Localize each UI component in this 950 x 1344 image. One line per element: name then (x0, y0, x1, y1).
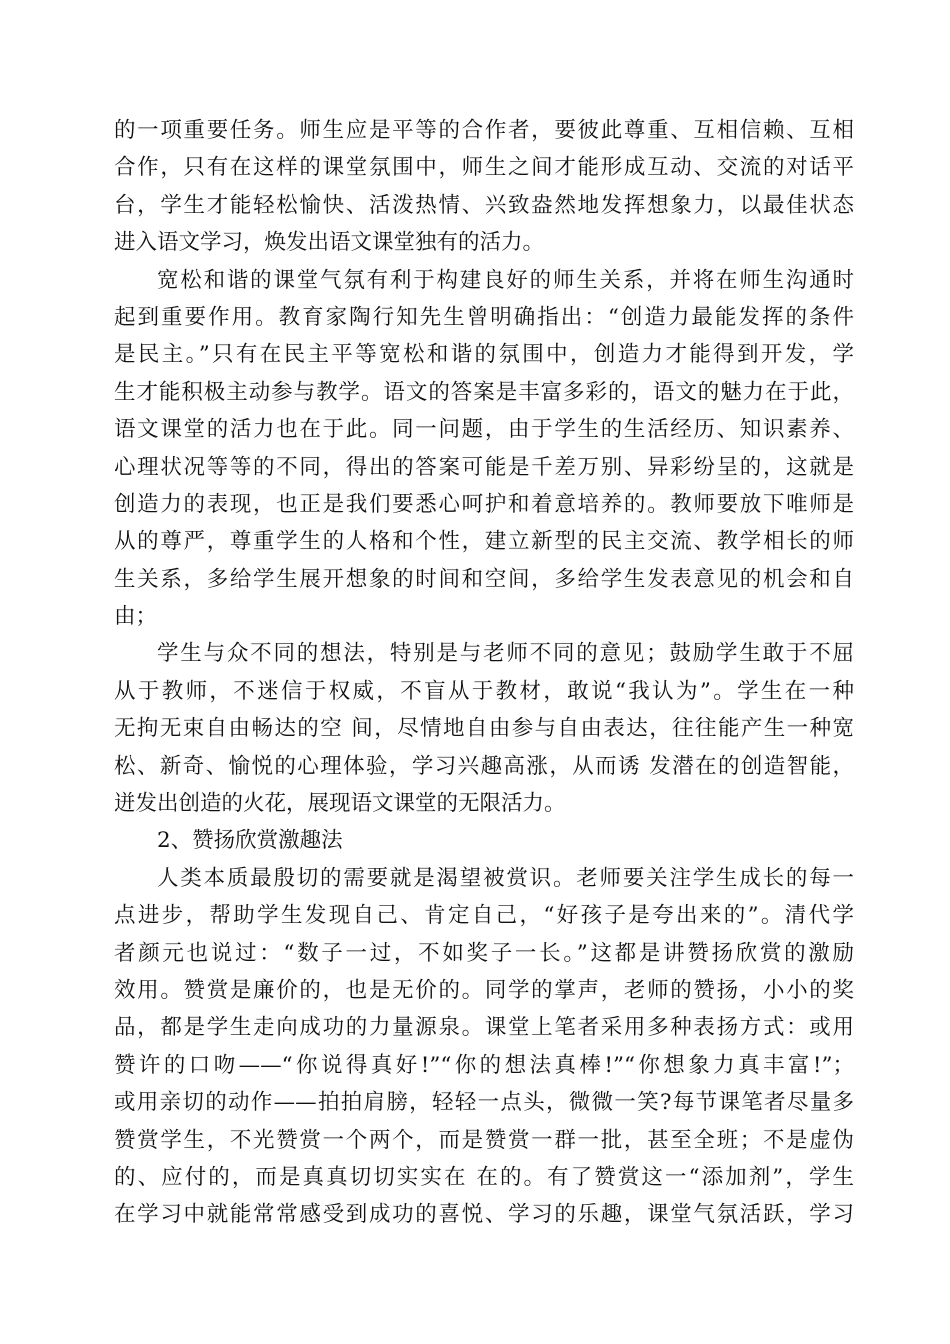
document-page (114, 112, 854, 1234)
text-line: 创造力的表现，也正是我们要悉心呵护和着意培养的。教师要放下唯师是 (114, 491, 854, 517)
paragraph-classroom-atmosphere (114, 262, 854, 636)
text-line: 进入语文学习，焕发出语文课堂独有的活力。 (114, 230, 545, 256)
section-heading (114, 822, 854, 859)
text-line: 生才能积极主动参与教学。语文的答案是丰富多彩的，语文的魅力在于此， (114, 379, 854, 405)
text-line: 品，都是学生走向成功的力量源泉。课堂上笔者采用多种表扬方式：或用 (114, 1015, 854, 1041)
text-line: 赞许的口吻——“你说得真好!”“你的想法真棒!”“你想象力真丰富!”； (114, 1052, 854, 1078)
paragraph-student-ideas (114, 635, 854, 822)
text-line: 在学习中就能常常感受到成功的喜悦、学习的乐趣，课堂气氛活跃，学习 (114, 1202, 854, 1228)
text-line: 是民主。”只有在民主平等宽松和谐的氛围中，创造力才能得到开发，学 (114, 342, 854, 368)
text-line: 赞赏学生，不光赞赏一个两个，而是赞赏一群一批，甚至全班；不是虚伪 (114, 1127, 854, 1153)
text-line: 合作，只有在这样的课堂氛围中，师生之间才能形成互动、交流的对话平 (114, 155, 854, 181)
text-line: 点进步，帮助学生发现自己、肯定自己，“好孩子是夸出来的”。清代学 (114, 903, 854, 929)
text-line: 从的尊严，尊重学生的人格和个性，建立新型的民主交流、教学相长的师 (114, 529, 854, 555)
text-line: 由； (114, 604, 158, 630)
text-line: 宽松和谐的课堂气氛有利于构建良好的师生关系，并将在师生沟通时 (157, 267, 854, 293)
section-heading-text: 2、赞扬欣赏激趣法 (157, 828, 343, 854)
text-line: 松、新奇、愉悦的心理体验，学习兴趣高涨，从而诱 发潜在的创造智能， (114, 753, 854, 779)
paragraph-praise-method (114, 860, 854, 1234)
text-line: 迸发出创造的火花，展现语文课堂的无限活力。 (114, 791, 566, 817)
text-line: 心理状况等等的不同，得出的答案可能是千差万别、异彩纷呈的，这就是 (114, 454, 854, 480)
text-line: 学生与众不同的想法，特别是与老师不同的意见；鼓励学生敢于不屈 (157, 641, 854, 667)
text-line: 无拘无束自由畅达的空 间，尽情地自由参与自由表达，往往能产生一种宽 (114, 716, 854, 742)
text-line: 的、应付的，而是真真切切实实在 在的。有了赞赏这一“添加剂”，学生 (114, 1164, 854, 1190)
text-line: 台，学生才能轻松愉快、活泼热情、兴致盎然地发挥想象力，以最佳状态 (114, 192, 854, 218)
paragraph-continuation (114, 112, 854, 262)
text-line: 起到重要作用。教育家陶行知先生曾明确指出：“创造力最能发挥的条件 (114, 304, 854, 330)
text-line: 或用亲切的动作——拍拍肩膀，轻轻一点头，微微一笑?每节课笔者尽量多 (114, 1090, 854, 1116)
text-line: 效用。赞赏是廉价的，也是无价的。同学的掌声，老师的赞扬，小小的奖 (114, 977, 854, 1003)
text-line: 者颜元也说过：“数子一过，不如奖子一长。”这都是讲赞扬欣赏的激励 (114, 940, 854, 966)
text-line: 的一项重要任务。师生应是平等的合作者，要彼此尊重、互相信赖、互相 (114, 118, 854, 143)
text-line: 从于教师，不迷信于权威，不盲从于教材，敢说“我认为”。学生在一种 (114, 678, 854, 704)
text-line: 语文课堂的活力也在于此。同一问题，由于学生的生活经历、知识素养、 (114, 417, 854, 443)
text-line: 人类本质最殷切的需要就是渴望被赏识。老师要关注学生成长的每一 (157, 865, 854, 891)
text-line: 生关系，多给学生展开想象的时间和空间，多给学生发表意见的机会和自 (114, 566, 854, 592)
